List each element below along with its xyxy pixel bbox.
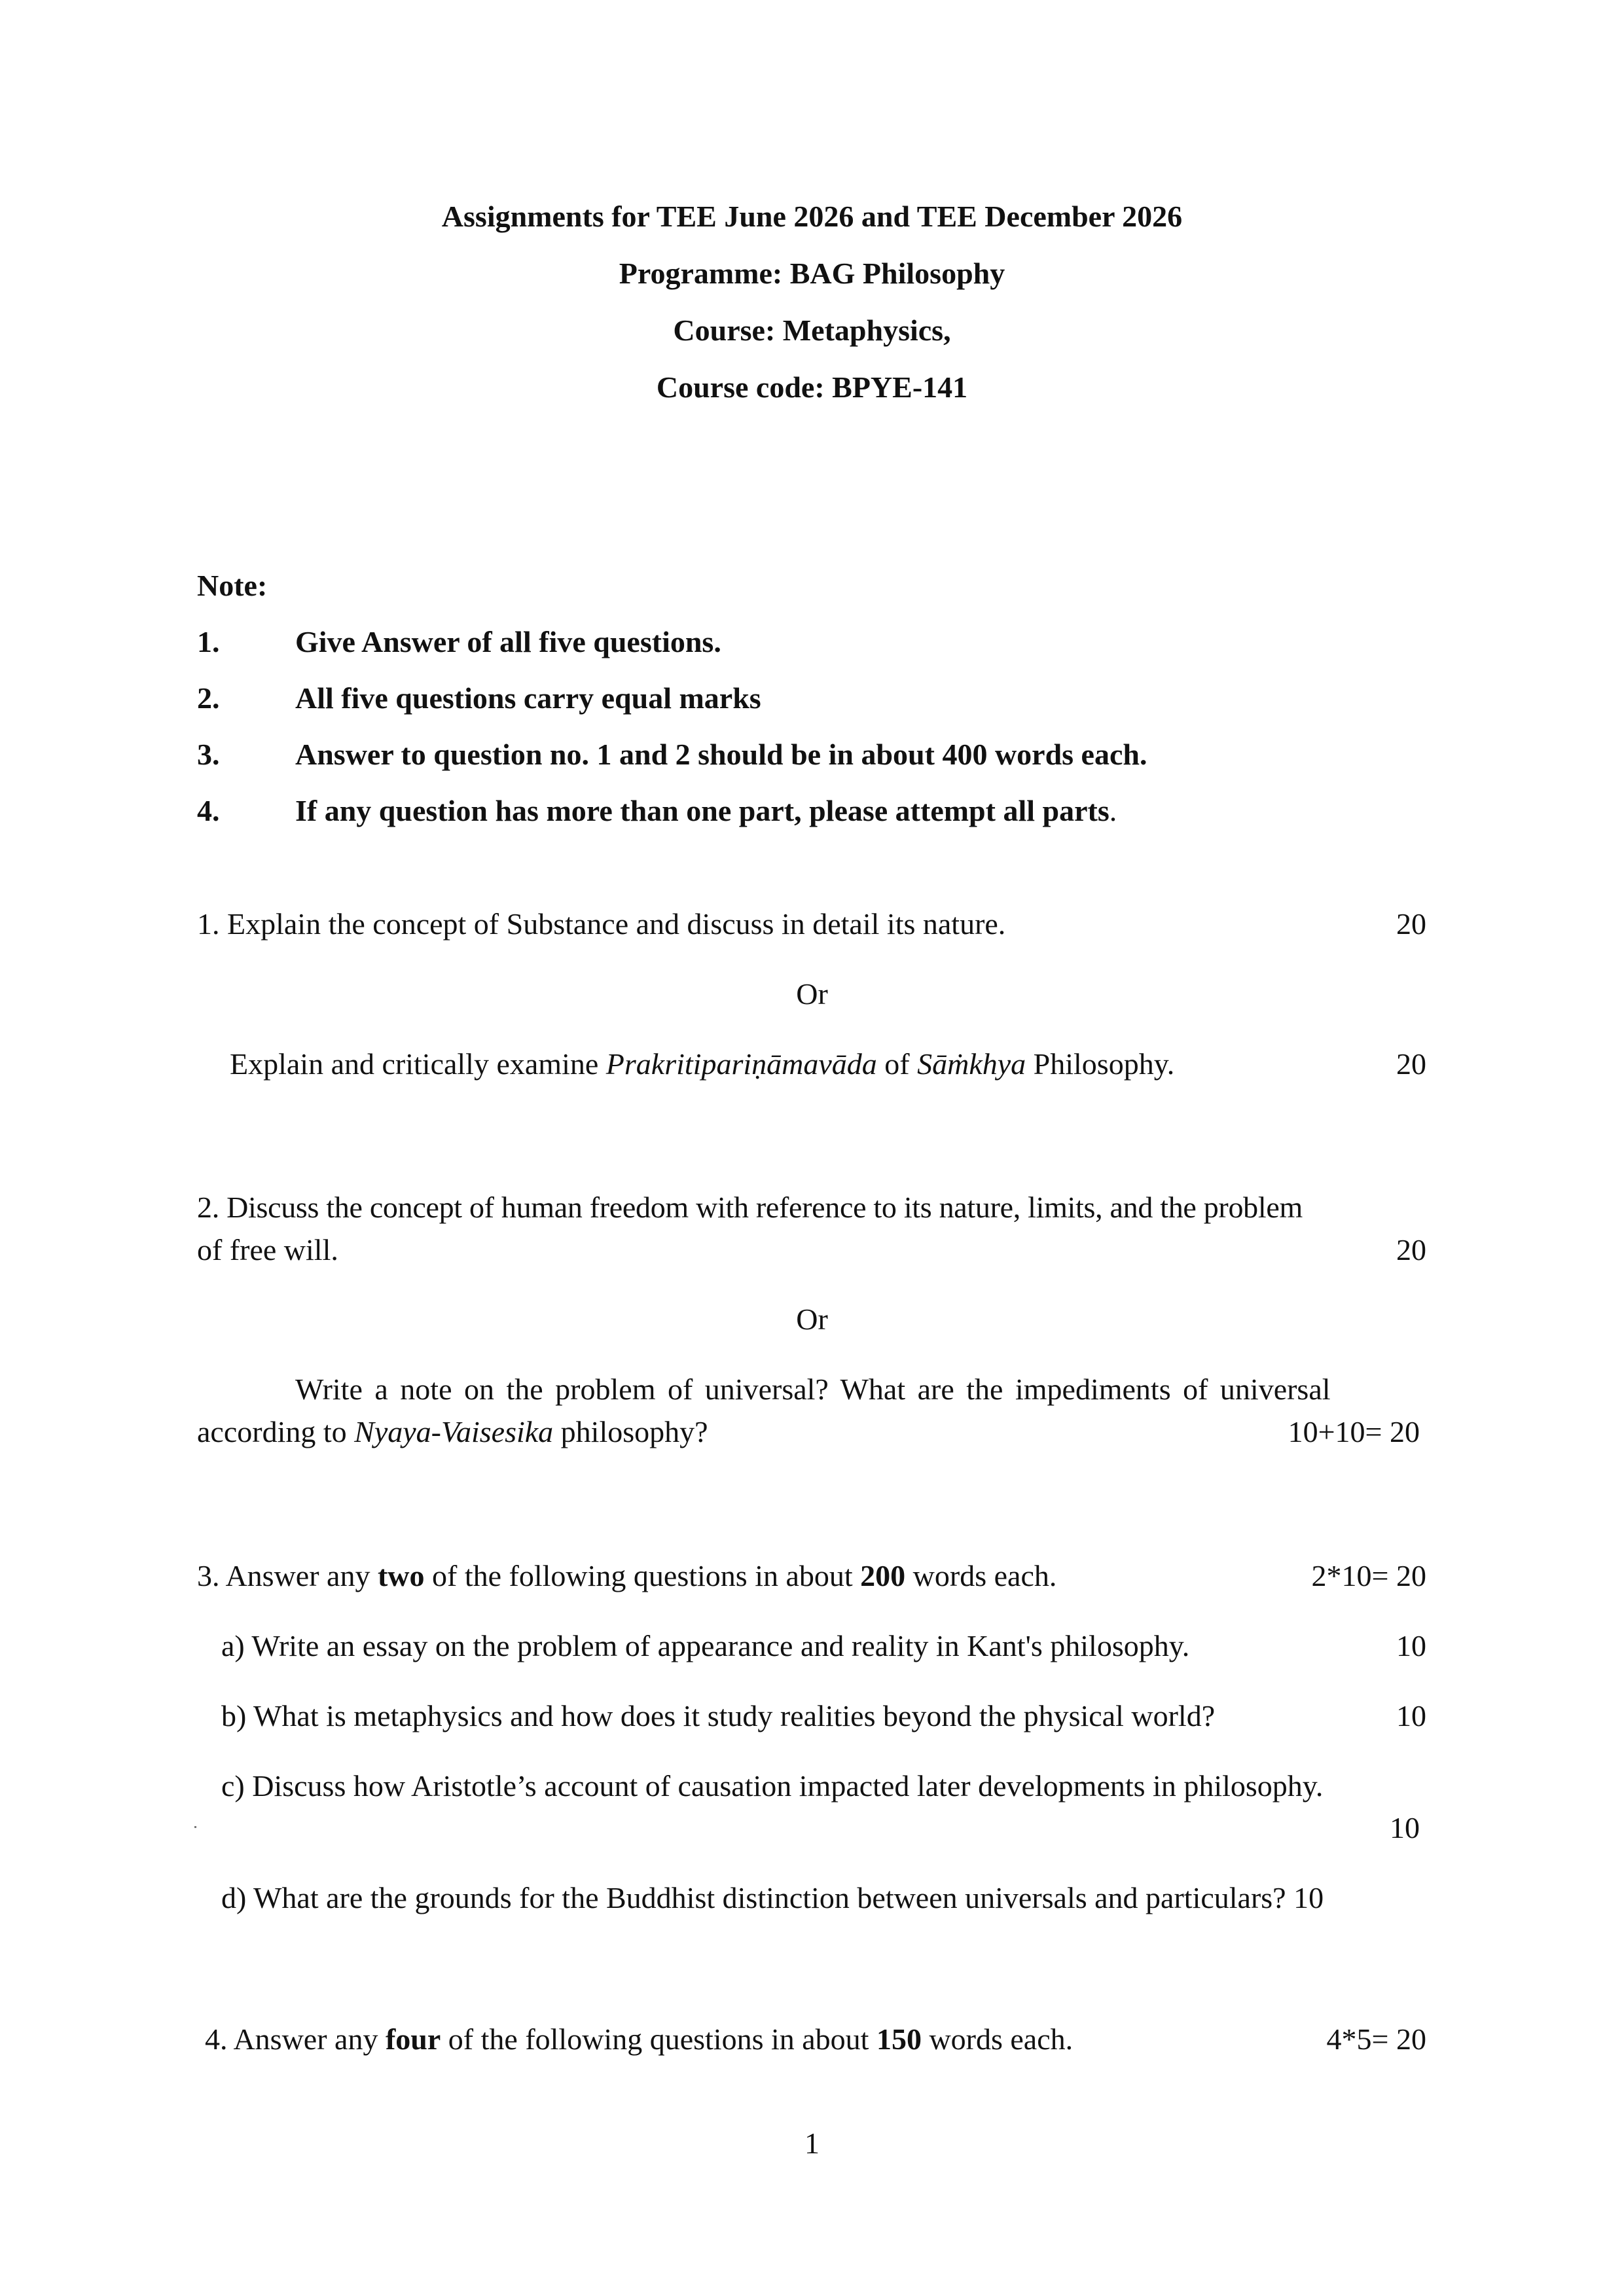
- q2-or: Or: [796, 1302, 828, 1336]
- q1-or: Or: [796, 977, 828, 1011]
- q1-alt-prefix: Explain and critically examine: [230, 1047, 606, 1081]
- note-item-4-period: .: [1109, 794, 1117, 827]
- q4-suffix: words each.: [921, 2022, 1074, 2056]
- q2-marks: 20: [1396, 1233, 1426, 1266]
- q3-part-d: d) What are the grounds for the Buddhist distinction between universals and particulars? 10: [221, 1881, 1324, 1914]
- q4-prefix: 4. Answer any: [205, 2022, 386, 2056]
- q3-part-a: a) Write an essay on the problem of appearance and reality in Kant's philosophy.: [221, 1629, 1190, 1662]
- note-item-2-text: All five questions carry equal marks: [295, 681, 761, 715]
- q3-part-b: b) What is metaphysics and how does it study realities beyond the physical world?: [221, 1699, 1216, 1732]
- note-item-4-main: If any question has more than one part, please attempt all parts: [295, 794, 1110, 827]
- q4-marks: 4*5= 20: [1326, 2022, 1426, 2056]
- q1-alt-mid: of: [876, 1047, 918, 1081]
- q1-alt-term-1: Prakritipariṇāmavāda: [605, 1047, 877, 1081]
- q2-line-1: 2. Discuss the concept of human freedom with reference to its nature, limits, and the problem: [197, 1191, 1303, 1224]
- q3-marks: 2*10= 20: [1311, 1559, 1426, 1592]
- note-item-4-number: 4.: [197, 794, 220, 827]
- document-title: Assignments for TEE June 2026 and TEE December 2026: [441, 200, 1183, 233]
- q1-alt-marks: 20: [1396, 1047, 1426, 1081]
- q3-word-count: 200: [860, 1559, 906, 1592]
- q2-line-2: of free will.: [197, 1233, 338, 1266]
- q2-alt-line-1: Write a note on the problem of universal? What are the impediments of universal: [295, 1372, 1331, 1406]
- q3-prefix: 3. Answer any: [197, 1559, 378, 1592]
- q3-part-a-marks: 10: [1396, 1629, 1426, 1662]
- q3-part-c: c) Discuss how Aristotle’s account of causation impacted later developments in philosophy.: [221, 1769, 1324, 1803]
- programme-line: Programme: BAG Philosophy: [619, 257, 1005, 290]
- q4-word-count: 150: [876, 2022, 922, 2056]
- q1-alt-term-2: Sāṁkhya: [917, 1047, 1026, 1081]
- note-item-1-number: 1.: [197, 625, 220, 658]
- q3-suffix: words each.: [905, 1559, 1057, 1592]
- q4-text: [205, 2024, 1073, 2054]
- course-code-line: Course code: BPYE-141: [656, 370, 968, 404]
- q2-alt-line-2: [197, 1417, 708, 1447]
- note-item-3-number: 3.: [197, 738, 220, 771]
- q2-alt-prefix: according to: [197, 1415, 355, 1448]
- q2-alt-marks: 10+10= 20: [1288, 1415, 1420, 1448]
- note-item-3-text: Answer to question no. 1 and 2 should be in about 400 words each.: [295, 738, 1147, 771]
- q4-mid: of the following questions in about: [441, 2022, 876, 2056]
- course-line: Course: Metaphysics,: [673, 314, 951, 347]
- q3-part-c-marks: 10: [1390, 1811, 1420, 1844]
- note-heading: Note:: [197, 569, 268, 602]
- q3-part-c-stray-dot: [194, 1826, 196, 1828]
- q3-part-b-marks: 10: [1396, 1699, 1426, 1732]
- q1-alt-text: [230, 1049, 1174, 1079]
- note-item-4-text: [295, 796, 1117, 826]
- page-number: 1: [804, 2126, 820, 2160]
- q1-marks: 20: [1396, 907, 1426, 941]
- q2-alt-suffix: philosophy?: [553, 1415, 708, 1448]
- note-item-1-text: Give Answer of all five questions.: [295, 625, 721, 658]
- note-item-2-number: 2.: [197, 681, 220, 715]
- q2-alt-term: Nyaya-Vaisesika: [354, 1415, 554, 1448]
- q3-mid: of the following questions in about: [424, 1559, 861, 1592]
- q3-text: [197, 1561, 1056, 1591]
- q4-count: four: [385, 2022, 441, 2056]
- q3-count: two: [377, 1559, 425, 1592]
- q1-text: 1. Explain the concept of Substance and discuss in detail its nature.: [197, 907, 1006, 941]
- q1-alt-suffix: Philosophy.: [1026, 1047, 1175, 1081]
